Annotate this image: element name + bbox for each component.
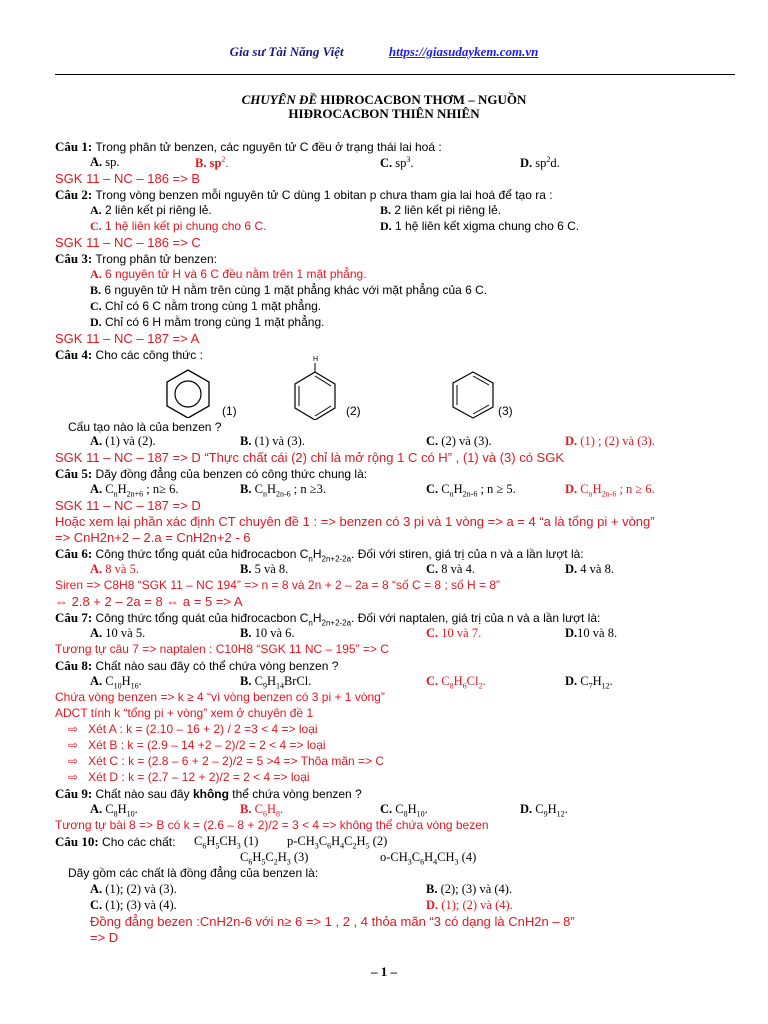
q7-option-d: D.10 và 8. [565, 626, 618, 640]
q2-option-d: D. 1 hệ liên kết xigma chung cho 6 C. [380, 219, 580, 233]
q7-option-a: A. 10 và 5. [90, 626, 146, 640]
q3-option-b: B. 6 nguyên tử H nằm trên cùng 1 mặt phẳng khác với mặt phẳng của 6 C. [90, 283, 488, 297]
q2-option-c: C. 1 hệ liên kết pi chung cho 6 C. [90, 219, 267, 233]
q10-answer-note: Đồng đẳng bezen :CnH2n-6 với n≥ 6 => 1 , 2 , 4 thỏa mãn “3 có dạng là CnH2n – 8” [90, 914, 575, 929]
website-link[interactable]: https://giasudaykem.com.vn [388, 44, 539, 59]
q10-prompt: Dãy gồm các chất là đồng đẳng của benzen là: [68, 866, 319, 880]
q8-option-b: B. $C_9H_{14}BrCl$. [240, 674, 312, 691]
q3-option-a: A. 6 nguyên tử H và 6 C đều nằm trên 1 mặt phẳng. [90, 267, 367, 281]
question-9: Câu 9: Chất nào sau đây không thể chứa vòng benzen ? [55, 786, 362, 801]
question-4: Câu 4: Cho các công thức : [55, 347, 203, 362]
q2-option-b: B. 2 liên kết pi riêng lẻ. [380, 203, 502, 217]
q5-formula: => CnH2n+2 – 2.a = CnH2n+2 - 6 [55, 530, 251, 545]
q8-check-a: ⇨ Xét A : k = (2.10 – 16 + 2) / 2 =3 < 4 => loại [68, 722, 318, 736]
arrow-icon: ⇨ [68, 722, 79, 736]
q1-answer-note: SGK 11 – NC – 186 => B [55, 171, 201, 186]
substance-3: $C_6H_5C_2H_3$ (3) [240, 850, 309, 867]
substance-4: $o-CH_3C_6H_4CH_3$ (4) [380, 850, 477, 867]
q1-option-d: D. $sp^2d$. [520, 155, 560, 171]
q8-check-d: ⇨ Xét D : k = (2.7 – 12 + 2)/2 = 2 < 4 => loại [68, 770, 310, 784]
structure-label-3: (3) [498, 404, 513, 418]
q6-explanation: ⇔ 2.8 + 2 – 2a = 8 ⇔ a = 5 => A [55, 594, 243, 609]
q10-option-b: B. (2); (3) và (4). [426, 882, 513, 896]
q10-option-d: D. (1); (2) và (4). [426, 898, 513, 912]
q4-answer-note: SGK 11 – NC – 187 => D “Thực chất cái (2) chỉ là mở rộng 1 C có H” , (1) và (3) có SGK [55, 450, 564, 465]
substance-2: $p-CH_3C_6H_4C_2H_5$ (2) [287, 834, 388, 851]
q1-option-a: A. sp. [90, 155, 120, 169]
q9-option-c: C. $C_8H_{10}$. [380, 802, 428, 819]
document-title: CHUYÊN ĐỀ HIĐROCACBON THƠM – NGUỒN HIĐROCACBON THIÊN NHIÊN [241, 92, 527, 121]
q8-option-a: A. $C_{10}H_{16}$. [90, 674, 142, 691]
q5-explanation: Hoặc xem lại phần xác định CT chuyên đề 1 : => benzen có 3 pi và 1 vòng => a = 4 “a là tổng pi + vòng” [55, 514, 655, 529]
q9-option-d: D. $C_9H_{12}$. [520, 802, 568, 819]
q1-option-b: B. $sp^2$. [195, 155, 229, 171]
q10-option-c: C. (1); (3) và (4). [90, 898, 177, 912]
q4-option-c: C. (2) và (3). [426, 434, 492, 448]
brand-name: Gia sư Tài Năng Việt [229, 44, 344, 59]
substance-1: $C_6H_5CH_3$ (1) [194, 834, 259, 851]
q3-option-d: D. Chỉ có 6 H mằm trong cùng 1 mặt phẳng. [90, 315, 325, 329]
q9-option-a: A. $C_8H_{10}$. [90, 802, 138, 819]
q10-answer-result: => D [90, 930, 119, 945]
structure-label-1: (1) [222, 404, 237, 418]
q8-option-c: C. $C_8H_6Cl_2$. [426, 674, 486, 691]
q7-answer-note: Tương tự câu 7 => naptalen : C10H8 “SGK 11 NC – 195” => C [55, 642, 389, 656]
benzene-structure-3 [448, 370, 498, 420]
hydrogen-label: H [313, 356, 319, 363]
q8-check-b: ⇨ Xét B : k = (2.9 – 14 +2 – 2)/2 = 2 < 4 => loại [68, 738, 326, 752]
arrow-icon: ⇨ [68, 770, 79, 784]
q3-answer-note: SGK 11 – NC – 187 => A [55, 331, 200, 346]
q2-answer-note: SGK 11 – NC – 186 => C [55, 235, 201, 250]
q5-option-d: D. $C_nH_{2n-6}$ ; n ≥ 6. [565, 482, 655, 499]
q7-option-c: C. 10 và 7. [426, 626, 482, 640]
benzene-structure-2 [290, 352, 340, 420]
q4-prompt: Cấu tạo nào là của benzen ? [68, 420, 222, 434]
q4-option-d: D. (1) ; (2) và (3). [565, 434, 655, 448]
q9-answer-note: Tương tự bài 8 => B có k = (2.6 – 8 + 2)/2 = 3 < 4 => không thể chứa vòng bezen [55, 818, 489, 832]
question-3: Câu 3: Trong phân tử benzen: [55, 251, 217, 266]
question-1: Câu 1: Trong phân tử benzen, các nguyên tử C đều ở trạng thái lai hoá : [55, 139, 442, 154]
question-10: Câu 10: Cho các chất: [55, 834, 176, 849]
benzene-structure-1 [160, 368, 216, 418]
q2-option-a: A. 2 liên kết pi riêng lẻ. [90, 203, 212, 217]
arrow-icon: ⇨ [68, 738, 79, 752]
header-divider [55, 74, 735, 75]
q8-option-d: D. $C_7H_{12}$. [565, 674, 613, 691]
q6-option-d: D. 4 và 8. [565, 562, 614, 576]
question-5: Câu 5: Dãy đồng đẳng của benzen có công thức chung là: [55, 466, 368, 481]
arrow-icon: ⇨ [68, 754, 79, 768]
question-7: Câu 7: Công thức tổng quát của hiđrocacbon $C_nH_{2n+2-2a}$. Đối với naptalen, giá trị của n và a lần lượt là: [55, 610, 601, 628]
q8-formula-note: ADCT tính k “tổng pi + vòng” xem ở chuyên đề 1 [55, 706, 314, 720]
q6-option-b: B. 5 và 8. [240, 562, 289, 576]
q5-answer-note: SGK 11 – NC – 187 => D [55, 498, 201, 513]
q6-answer-note: Siren => C8H8 “SGK 11 – NC 194” => n = 8 và 2n + 2 – 2a = 8 “số C = 8 ; số H = 8” [55, 578, 501, 592]
q9-option-b: B. $C_6H_8$. [240, 802, 284, 819]
structure-label-2: (2) [346, 404, 361, 418]
q3-option-c: C. Chỉ có 6 C nằm trong cùng 1 mặt phẳng. [90, 299, 322, 313]
q6-option-a: A. 8 và 5. [90, 562, 139, 576]
question-2: Câu 2: Trong vòng benzen mỗi nguyên tử C dùng 1 obitan p chưa tham gia lai hoá để tạo ra : [55, 187, 553, 202]
q4-option-a: A. (1) và (2). [90, 434, 156, 448]
page-number: – 1 – [371, 964, 397, 979]
question-8: Câu 8: Chất nào sau đây có thể chứa vòng benzen ? [55, 658, 339, 673]
q8-answer-note: Chứa vòng benzen => k ≥ 4 “vì vòng benzen có 3 pi + 1 vòng” [55, 690, 385, 704]
q7-option-b: B. 10 và 6. [240, 626, 295, 640]
q5-option-c: C. $C_nH_{2n-6}$ ; n ≥ 5. [426, 482, 516, 499]
q1-option-c: C. $sp^3$. [380, 155, 414, 171]
page-header [0, 44, 768, 60]
q8-check-c: ⇨ Xét C : k = (2.8 – 6 + 2 – 2)/2 = 5 >4 => Thõa mãn => C [68, 754, 385, 768]
q5-option-a: A. $C_nH_{2n+6}$ ; n≥ 6. [90, 482, 179, 499]
q10-option-a: A. (1); (2) và (3). [90, 882, 177, 896]
q5-option-b: B. $C_nH_{2n-6}$ ; n ≥3. [240, 482, 326, 499]
q6-option-c: C. 8 và 4. [426, 562, 475, 576]
question-6: Câu 6: Công thức tổng quát của hiđrocacbon $C_nH_{2n+2-2a}$. Đối với stiren, giá trị của n và a lần lượt là: [55, 546, 584, 564]
q4-option-b: B. (1) và (3). [240, 434, 305, 448]
